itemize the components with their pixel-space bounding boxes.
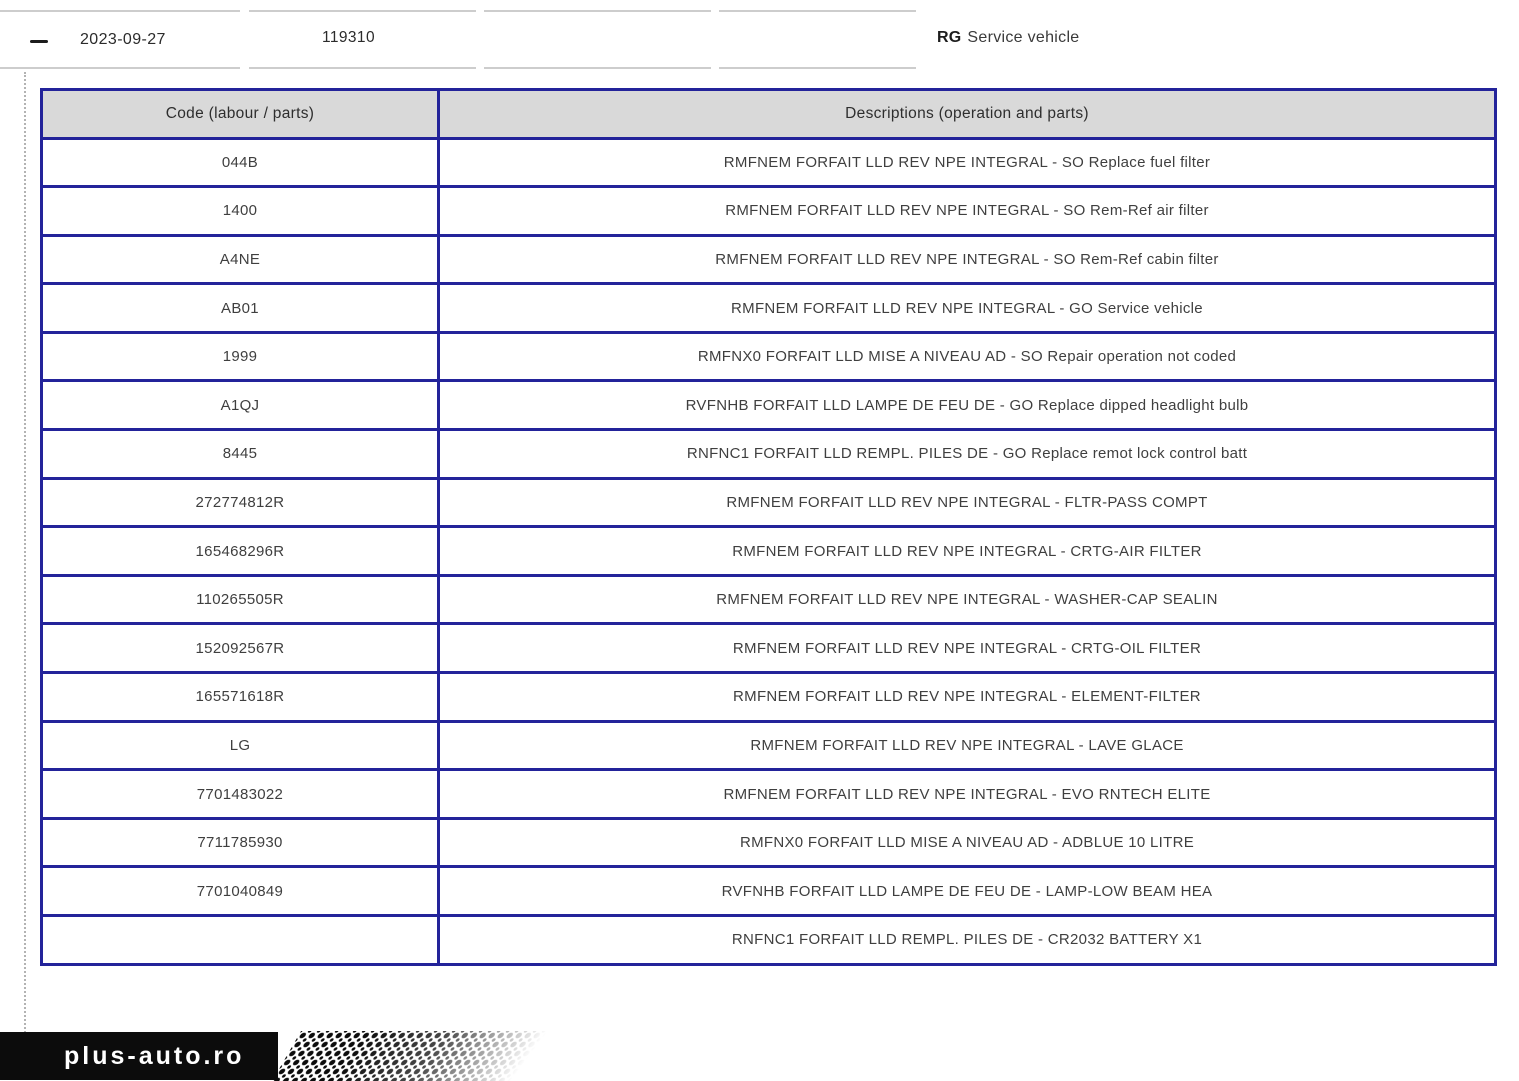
description-cell: RMFNX0 FORFAIT LLD MISE A NIVEAU AD - ADBLUE 10 LITRE [439, 818, 1496, 867]
code-cell: 044B [42, 138, 439, 187]
record-date: 2023-09-27 [80, 31, 166, 48]
table-row [42, 430, 1496, 479]
watermark-bar [0, 1032, 278, 1080]
description-cell: RMFNEM FORFAIT LLD REV NPE INTEGRAL - SO Rem-Ref air filter [439, 187, 1496, 236]
table-row [42, 770, 1496, 819]
description-cell: RMFNX0 FORFAIT LLD MISE A NIVEAU AD - SO Repair operation not coded [439, 332, 1496, 381]
table-row [42, 624, 1496, 673]
description-cell: RMFNEM FORFAIT LLD REV NPE INTEGRAL - GO Service vehicle [439, 284, 1496, 333]
code-cell: A1QJ [42, 381, 439, 430]
halftone-pattern [272, 1031, 561, 1081]
column-separator-line [249, 67, 476, 69]
description-cell: RMFNEM FORFAIT LLD REV NPE INTEGRAL - ELEMENT-FILTER [439, 673, 1496, 722]
code-cell [42, 916, 439, 965]
record-type-label: Service vehicle [967, 29, 1080, 46]
code-cell: 1400 [42, 187, 439, 236]
column-separator-line [719, 67, 916, 69]
description-cell: RMFNEM FORFAIT LLD REV NPE INTEGRAL - SO Rem-Ref cabin filter [439, 235, 1496, 284]
code-cell: AB01 [42, 284, 439, 333]
code-cell: 8445 [42, 430, 439, 479]
parts-table [40, 88, 1497, 966]
code-cell: 7701483022 [42, 770, 439, 819]
column-separator-line [484, 10, 711, 12]
table-row [42, 332, 1496, 381]
code-cell: 1999 [42, 332, 439, 381]
record-type-code: RG [937, 29, 962, 46]
table-row [42, 673, 1496, 722]
code-cell: 110265505R [42, 575, 439, 624]
description-cell: RNFNC1 FORFAIT LLD REMPL. PILES DE - GO Replace remot lock control batt [439, 430, 1496, 479]
code-cell: 272774812R [42, 478, 439, 527]
table-row [42, 138, 1496, 187]
record-type [937, 29, 1080, 47]
column-header-description: Descriptions (operation and parts) [439, 90, 1496, 139]
column-separator-line [249, 10, 476, 12]
table-row [42, 818, 1496, 867]
code-cell: 152092567R [42, 624, 439, 673]
code-cell: 7701040849 [42, 867, 439, 916]
code-cell: 165468296R [42, 527, 439, 576]
record-document-number: 119310 [322, 29, 375, 46]
table-row [42, 381, 1496, 430]
description-cell: RMFNEM FORFAIT LLD REV NPE INTEGRAL - CRTG-OIL FILTER [439, 624, 1496, 673]
code-cell: 165571618R [42, 673, 439, 722]
table-row [42, 187, 1496, 236]
column-separator-line [0, 67, 240, 69]
collapse-minus-icon[interactable] [30, 40, 48, 43]
left-dotted-guide-line [24, 72, 26, 1080]
description-cell: RMFNEM FORFAIT LLD REV NPE INTEGRAL - SO Replace fuel filter [439, 138, 1496, 187]
column-separator-line [484, 67, 711, 69]
description-cell: RNFNC1 FORFAIT LLD REMPL. PILES DE - CR2032 BATTERY X1 [439, 916, 1496, 965]
code-cell: 7711785930 [42, 818, 439, 867]
description-cell: RVFNHB FORFAIT LLD LAMPE DE FEU DE - LAMP-LOW BEAM HEA [439, 867, 1496, 916]
table-row [42, 721, 1496, 770]
column-header-code: Code (labour / parts) [42, 90, 439, 139]
description-cell: RMFNEM FORFAIT LLD REV NPE INTEGRAL - LAVE GLACE [439, 721, 1496, 770]
table-row [42, 575, 1496, 624]
table-header-row [42, 90, 1496, 139]
description-cell: RMFNEM FORFAIT LLD REV NPE INTEGRAL - WASHER-CAP SEALIN [439, 575, 1496, 624]
table-row [42, 527, 1496, 576]
description-cell: RMFNEM FORFAIT LLD REV NPE INTEGRAL - FLTR-PASS COMPT [439, 478, 1496, 527]
code-cell: LG [42, 721, 439, 770]
description-cell: RVFNHB FORFAIT LLD LAMPE DE FEU DE - GO Replace dipped headlight bulb [439, 381, 1496, 430]
table-row [42, 478, 1496, 527]
description-cell: RMFNEM FORFAIT LLD REV NPE INTEGRAL - EVO RNTECH ELITE [439, 770, 1496, 819]
column-separator-line [719, 10, 916, 12]
description-cell: RMFNEM FORFAIT LLD REV NPE INTEGRAL - CRTG-AIR FILTER [439, 527, 1496, 576]
record-row [0, 0, 1519, 88]
table-row [42, 235, 1496, 284]
table-row [42, 916, 1496, 965]
watermark-logo-text: plus-auto.ro [64, 1041, 245, 1070]
code-cell: A4NE [42, 235, 439, 284]
table-row [42, 284, 1496, 333]
table-row [42, 867, 1496, 916]
column-separator-line [0, 10, 240, 12]
